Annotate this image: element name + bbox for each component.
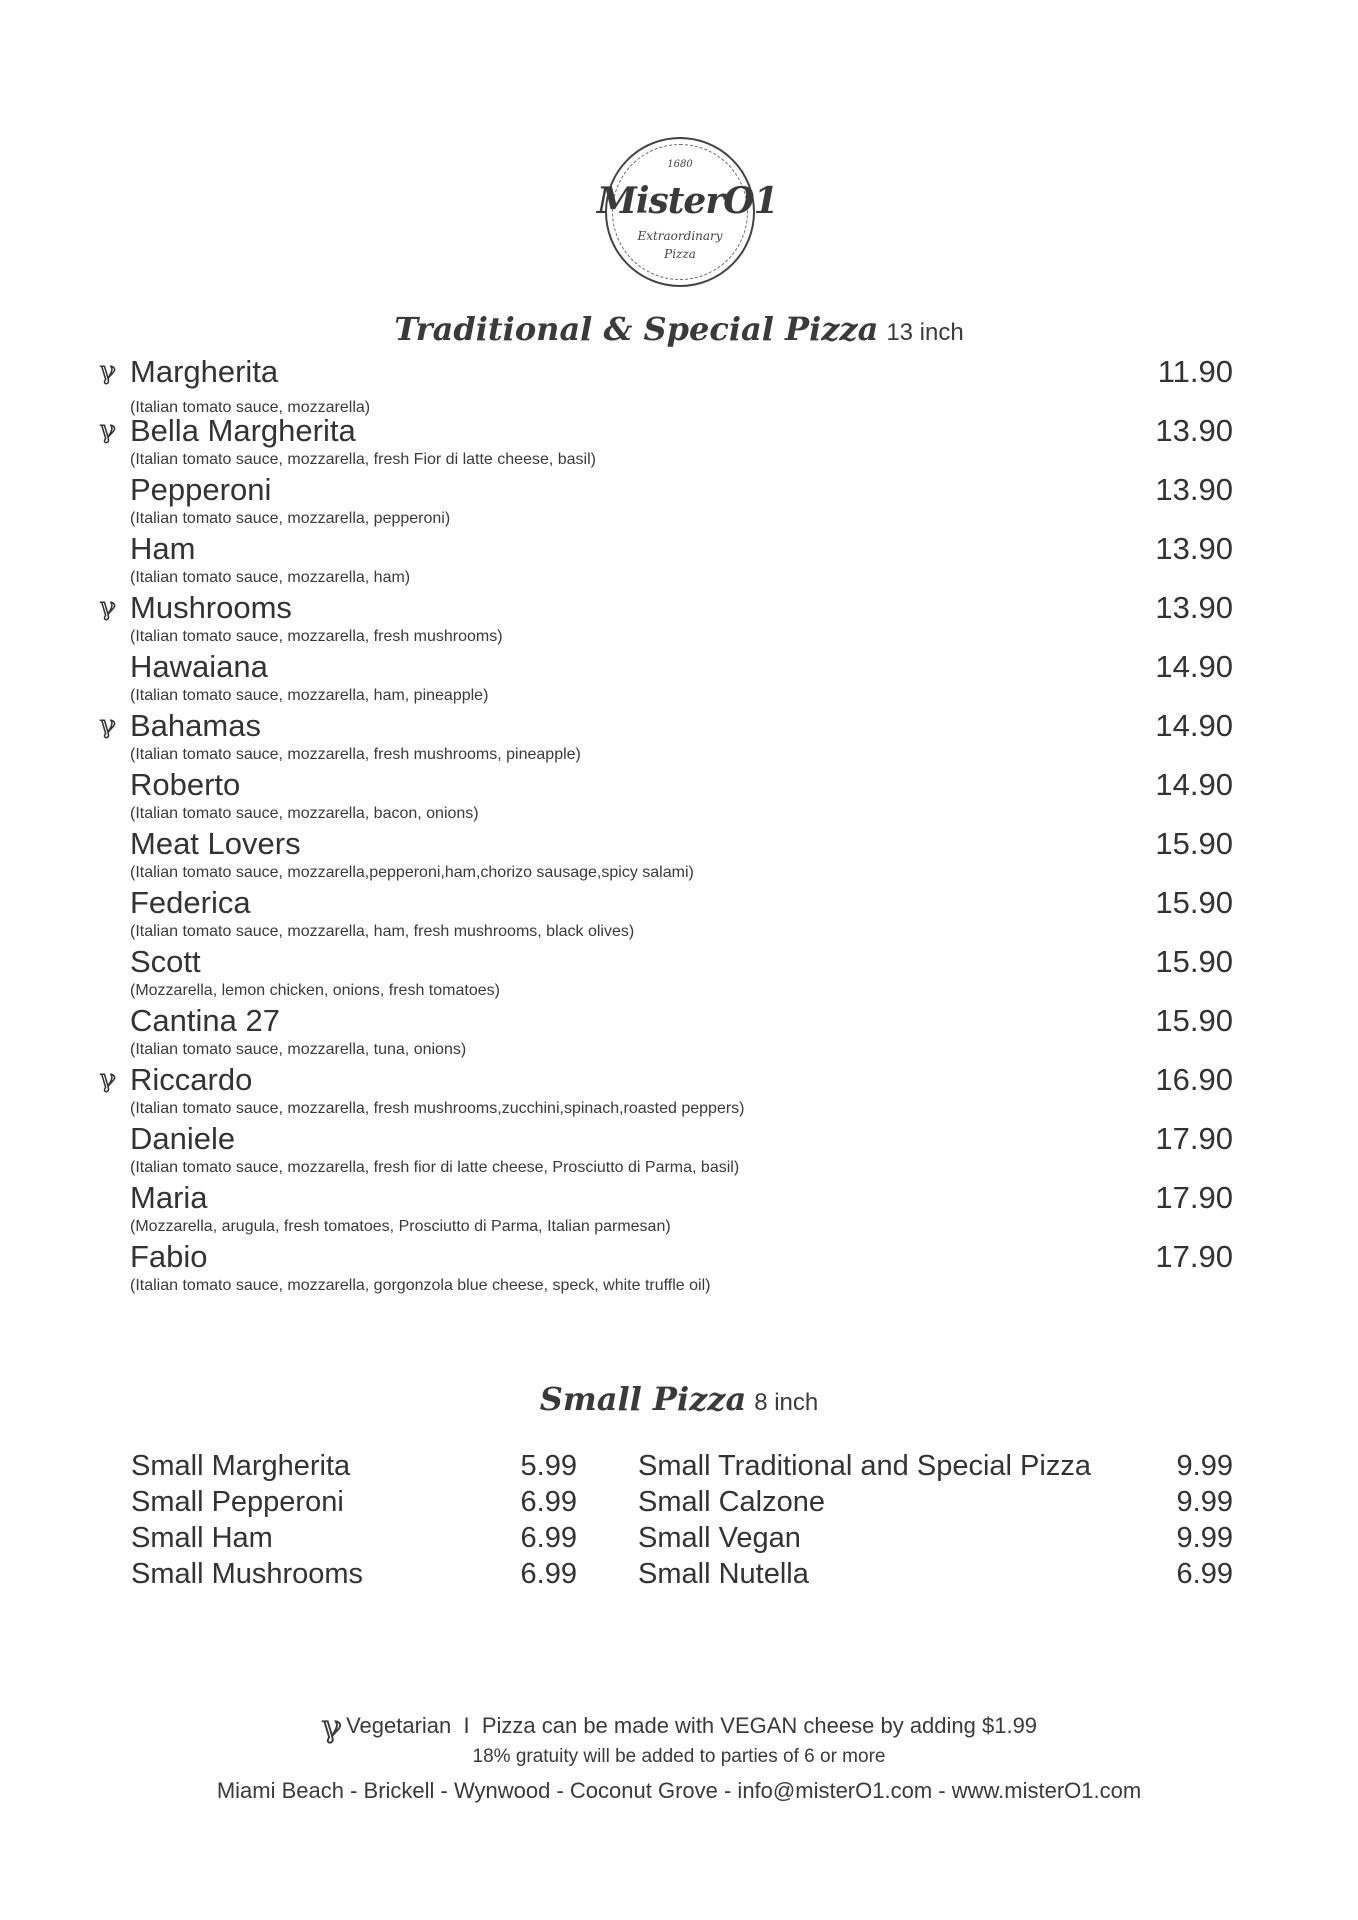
small-pizza-list-left: [131, 1450, 577, 1594]
traditional-heading: [0, 310, 1358, 348]
pizza-item: [95, 472, 1233, 531]
pizza-price: 13.90: [1155, 590, 1233, 625]
small-pizza-price: 9.99: [1176, 1522, 1233, 1554]
footer-legend: [0, 1707, 1358, 1745]
logo-year: 1680: [667, 159, 693, 170]
small-pizza-size: 8 inch: [754, 1389, 819, 1416]
small-pizza-item: [638, 1486, 1233, 1522]
small-pizza-item: [131, 1558, 577, 1594]
traditional-size: 13 inch: [886, 319, 964, 346]
leaf-icon: ℽ: [99, 592, 117, 622]
pizza-description: (Italian tomato sauce, mozzarella, pepperoni): [130, 510, 451, 527]
logo-brand: MisterO1: [597, 180, 778, 222]
small-pizza-item: [638, 1450, 1233, 1486]
small-pizza-name: Small Traditional and Special Pizza: [638, 1450, 1091, 1482]
pizza-name: Fabio: [130, 1239, 208, 1274]
small-pizza-price: 5.99: [520, 1450, 577, 1482]
pizza-item: [95, 354, 1233, 416]
pizza-description: (Italian tomato sauce, mozzarella, fresh mushrooms,zucchini,spinach,roasted peppers): [130, 1100, 745, 1117]
pizza-description: (Italian tomato sauce, mozzarella, ham, fresh mushrooms, black olives): [130, 923, 635, 940]
pizza-description: (Italian tomato sauce, mozzarella, ham, pineapple): [130, 687, 489, 704]
small-pizza-name: Small Nutella: [638, 1558, 809, 1590]
traditional-title: Traditional & Special Pizza: [394, 310, 879, 348]
pizza-price: 14.90: [1155, 708, 1233, 743]
pizza-item: [95, 649, 1233, 708]
pizza-description: (Mozzarella, lemon chicken, onions, fresh tomatoes): [130, 982, 500, 999]
small-pizza-item: [638, 1558, 1233, 1594]
small-pizza-name: Small Calzone: [638, 1486, 825, 1518]
pizza-description: (Italian tomato sauce, mozzarella, fresh fior di latte cheese, Prosciutto di Parma, basil): [130, 1159, 740, 1176]
logo-tagline-2: Pizza: [664, 247, 696, 261]
footer-locations: Miami Beach - Brickell - Wynwood - Coconut Grove - info@misterO1.com - www.misterO1.com: [216, 1778, 1142, 1803]
pizza-name: Ham: [130, 531, 196, 566]
small-pizza-item: [638, 1522, 1233, 1558]
leaf-icon: ℽ: [99, 710, 117, 740]
pizza-item: [95, 826, 1233, 885]
pizza-description: (Italian tomato sauce, mozzarella, ham): [130, 569, 411, 586]
pizza-item: [95, 413, 1233, 472]
pizza-price: 15.90: [1155, 944, 1233, 979]
pizza-name: Margherita: [130, 354, 279, 389]
small-pizza-price: 6.99: [520, 1558, 577, 1590]
leaf-icon: ℽ: [320, 1707, 343, 1745]
logo: [597, 137, 778, 287]
pizza-description: (Italian tomato sauce, mozzarella, bacon, onions): [130, 805, 479, 822]
pizza-price: 13.90: [1155, 531, 1233, 566]
pizza-description: (Italian tomato sauce, mozzarella, fresh mushrooms, pineapple): [130, 746, 581, 763]
pizza-price: 17.90: [1155, 1239, 1233, 1274]
pizza-description: (Italian tomato sauce, mozzarella, gorgonzola blue cheese, speck, white truffle oil): [130, 1277, 711, 1294]
small-pizza-name: Small Pepperoni: [131, 1486, 344, 1518]
pizza-price: 11.90: [1157, 354, 1233, 389]
pizza-price: 15.90: [1155, 826, 1233, 861]
small-pizza-price: 6.99: [520, 1486, 577, 1518]
small-pizza-name: Small Margherita: [131, 1450, 351, 1482]
small-pizza-item: [131, 1486, 577, 1522]
footer-legend-text: Vegetarian I Pizza can be made with VEGAN cheese by adding $1.99: [346, 1713, 1038, 1738]
small-pizza-title: Small Pizza: [539, 1380, 747, 1418]
traditional-pizza-list: [95, 354, 1233, 1298]
logo-tagline-1: Extraordinary: [637, 229, 723, 243]
pizza-name: Hawaiana: [130, 649, 268, 684]
pizza-name: Daniele: [130, 1121, 236, 1156]
pizza-item: [95, 885, 1233, 944]
small-pizza-list-right: [638, 1450, 1233, 1594]
pizza-item: [95, 1003, 1233, 1062]
pizza-item: [95, 708, 1233, 767]
pizza-price: 15.90: [1155, 885, 1233, 920]
small-pizza-heading: [0, 1380, 1358, 1418]
pizza-price: 14.90: [1155, 767, 1233, 802]
pizza-price: 13.90: [1155, 472, 1233, 507]
leaf-icon: ℽ: [99, 356, 117, 386]
pizza-name: Pepperoni: [130, 472, 272, 507]
pizza-price: 16.90: [1155, 1062, 1233, 1097]
pizza-name: Riccardo: [130, 1062, 253, 1097]
pizza-name: Mushrooms: [130, 590, 292, 625]
pizza-name: Scott: [130, 944, 201, 979]
small-pizza-price: 9.99: [1176, 1486, 1233, 1518]
pizza-description: (Italian tomato sauce, mozzarella,pepperoni,ham,chorizo sausage,spicy salami): [130, 864, 694, 881]
leaf-icon: ℽ: [99, 415, 117, 445]
pizza-price: 15.90: [1155, 1003, 1233, 1038]
small-pizza-item: [131, 1522, 577, 1558]
footer-gratuity: 18% gratuity will be added to parties of 6 or more: [472, 1746, 886, 1767]
pizza-item: [95, 1062, 1233, 1121]
pizza-item: [95, 531, 1233, 590]
small-pizza-price: 6.99: [1176, 1558, 1233, 1590]
pizza-name: Bella Margherita: [130, 413, 356, 448]
pizza-item: [95, 767, 1233, 826]
pizza-item: [95, 1121, 1233, 1180]
pizza-name: Cantina 27: [130, 1003, 280, 1038]
pizza-description: (Italian tomato sauce, mozzarella, tuna, onions): [130, 1041, 467, 1058]
pizza-description: (Italian tomato sauce, mozzarella): [130, 399, 371, 416]
pizza-name: Federica: [130, 885, 251, 920]
pizza-price: 17.90: [1155, 1121, 1233, 1156]
pizza-price: 17.90: [1155, 1180, 1233, 1215]
pizza-item: [95, 1239, 1233, 1298]
small-pizza-name: Small Vegan: [638, 1522, 801, 1554]
pizza-price: 14.90: [1155, 649, 1233, 684]
pizza-item: [95, 1180, 1233, 1239]
pizza-description: (Italian tomato sauce, mozzarella, fresh mushrooms): [130, 628, 503, 645]
pizza-name: Meat Lovers: [130, 826, 301, 861]
pizza-name: Roberto: [130, 767, 241, 802]
pizza-description: (Italian tomato sauce, mozzarella, fresh Fior di latte cheese, basil): [130, 451, 596, 468]
small-pizza-price: 9.99: [1176, 1450, 1233, 1482]
small-pizza-name: Small Mushrooms: [131, 1558, 364, 1590]
leaf-icon: ℽ: [99, 1064, 117, 1094]
pizza-description: (Mozzarella, arugula, fresh tomatoes, Prosciutto di Parma, Italian parmesan): [130, 1218, 671, 1235]
pizza-name: Bahamas: [130, 708, 261, 743]
small-pizza-item: [131, 1450, 577, 1486]
pizza-price: 13.90: [1155, 413, 1233, 448]
pizza-name: Maria: [130, 1180, 208, 1215]
pizza-item: [95, 944, 1233, 1003]
pizza-item: [95, 590, 1233, 649]
small-pizza-name: Small Ham: [131, 1522, 273, 1554]
small-pizza-price: 6.99: [520, 1522, 577, 1554]
